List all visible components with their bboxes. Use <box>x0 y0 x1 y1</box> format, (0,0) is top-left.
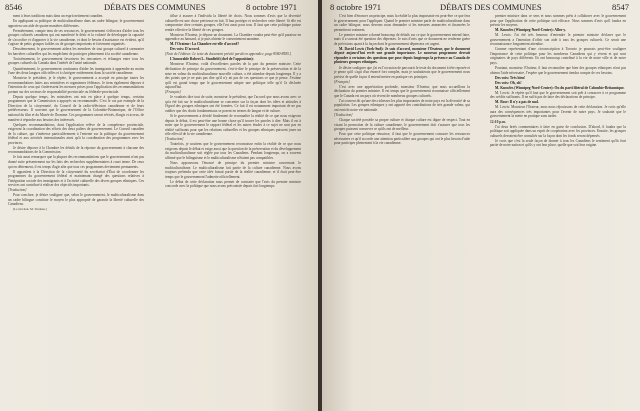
paragraph: M. Lewis: Je répète qu'il faut que le gouvernement soit prêt à consacrer à ce programme des crédits suffisants. Il ne suffit pas de faire des déclarations de principe. <box>490 90 626 100</box>
paragraph: Quelques recommandations, dont l'application relève de la compétence provinciale, exigeront la coordination des efforts des deux paliers de gouvernement. Le Conseil canadien de la culture, qui s'intéresse particulièrement à l'entente sur la politique du gouvernement fédéral et aux activités internationales ainsi qu'à la coordination des programmes avec les provinces. <box>8 122 144 145</box>
paragraph: Monsieur le président, je le répète, le gouvernement a accepté en principe toutes les recommandations faites aux ministères et organismes fédéraux. Je tiens également déposer à l'intention de ceux qui s'intéressent les mesures prises pour l'application des recommandations portant sur des secteurs de responsabilité provinciale ou fédérale-provinciale. <box>8 76 144 94</box>
left-column-1 <box>8 14 144 212</box>
paragraph: Je fais aussi remarquer que la plupart des recommandations que le gouvernement n'ont pas donné suite présentement sur les faits des recherches supplémentaires à court terme. De ceux qui en détiennent, il est temps d'agir afin que tous ces programmes deviennent permanents. <box>8 155 144 169</box>
paragraph: Si le gouvernement a décidé finalement de reconnaître la réalité de ce que nous exigeons depuis le début, il est peut-être une bonne chose qu'il trouve les paroles à dire. Mais il est à noter que le gouvernement le rapport fédéral et les autres études à ce sujet ne sont pas en réalité suffisants pour que les relations culturelles et les groupes ethniques puissent jouer un rôle effectif de la vie canadienne. <box>165 113 301 137</box>
speaker-paragraph: L'honorable Robert L. Stanfield (chef de l'opposition): <box>170 57 254 62</box>
translation-note: [Traduction] <box>8 188 27 193</box>
paragraph: premier ministre dans ce sens et nous sommes prêts à collaborer avec le gouvernement pour que l'application de cette politique soit efficace. Nous sommes d'avis qu'il faudra en prévoir les moyens. <box>490 14 626 28</box>
speaker-paragraph: M. Knowles (Winnipeg-Nord-Centre): Allez-y. <box>495 28 566 33</box>
paragraph: Quatrièmement, le gouvernement continuera d'aider les immigrants à apprendre au moins l'une des deux langues officielles et à s'intégrer entièrement dans la société canadienne. <box>8 66 144 76</box>
paragraph: Monsieur l'Orateur, voilà d'excellentes paroles de la part du premier ministre. Cette déclaration de principe du gouvernement, c'est-à-dire le principe de la préservation et de la mise en valeur du multiculturalisme nouvelle culture, a été attendue depuis longtemps. Il y a des points que je ne puis pas dire qu'il n'y ait pas de ces questions ce que je pense. J'estime qu'il est grand temps que le gouvernement adopte une politique telle qu'il l'a déclarée aujourd'hui. <box>165 62 301 90</box>
left-page <box>0 0 318 411</box>
speaker-paragraph: Des voix: Oh, oh! <box>495 80 522 85</box>
paragraph: M. Lewis: J'ai été très heureux d'entendre le premier ministre déclarer que le gouvernement a l'intention d'offrir son aide à tous les groupes culturels. Ce serait une reconnaissance longuement attendue. <box>490 33 626 47</box>
timestamp: 12:10 p.m. <box>490 119 507 124</box>
left-column-2 <box>165 14 301 189</box>
paragraph: Depuis quelque temps, les ministères ont mis en place à quelque temps, certains programmes que la Commission a appuyés ou recommandés. C'est le cas par exemple de la Direction de la citoyenneté, du Conseil de la radio-télévision canadienne et de leurs prédécesseurs. Il convient que le gouvernement de la Colombie-Britannique, de l'Office national du film et du Musée de l'homme. Ces programmes seront révisés, élargis et accrus, de manière à répondre aux besoins des intéressés. <box>8 94 144 122</box>
paragraph: J'ai souvent dit qu'une des richesses les plus importantes de notre pays est la diversité de sa population. Les groupes ethniques y ont apporté des contributions de très grande valeur, qui ont enrichi notre vie nationale. <box>334 98 470 112</box>
paragraph: C'est avec une appréciation profonde, monsieur l'Orateur, que nous accueillons la déclaration du premier ministre. Il est temps que le gouvernement reconnaisse officiellement que le Canada est un pays où vivent de nombreux groupes culturels. <box>334 84 470 98</box>
paragraph: M. Lewis: Monsieur l'Orateur, nous nous réjouissons de cette déclaration. Je crois qu'elle aura des conséquences très importantes pour l'avenir de notre pays. Je souhaite que le gouvernement la mette en pratique sans tarder. <box>490 105 626 119</box>
right-page-date: 8 octobre 1971 <box>330 2 381 12</box>
left-page-number: 8546 <box>5 2 22 12</box>
paragraph: En appliquant sa politique de multiculturalisme dans un cadre bilingue, le gouvernement apportera son aide de quatre manières différentes. <box>8 19 144 28</box>
right-column-2 <box>490 14 626 148</box>
paragraph: [Le très hon. M. Trudeau.] <box>13 207 47 212</box>
right-page <box>322 0 640 411</box>
paragraph: Toutefois, je soutiens que le gouvernement reconnaisse enfin la réalité de ce que nous exigeons depuis le début et exige aussi que la question de la préservation et du développement du multiculturalisme soit réglée par tous les Canadiens. Pendant longtemps, on a souvent affirmé que le bilinguisme et le multiculturalisme n'étaient pas compatibles. <box>165 142 301 160</box>
translation-note: [Note de l'éditeur: Le texte du document précité paraît en appendice, page 8580-8585.] <box>165 52 292 57</box>
paragraph: ment à leurs traditions mais dans un esprit nettement canadien. <box>13 14 104 18</box>
paragraph: Troisièmement, le gouvernement favorisera les rencontres et échanges entre tous les groupes culturels du Canada dans l'intérêt de l'unité nationale. <box>8 56 144 66</box>
paragraph: Le début de cette déclaration nous permet de constater que l'avis du premier ministre concorde avec la politique que nous avons préconisée depuis fort longtemps. <box>165 179 301 189</box>
paragraph: Pour que cette politique réussisse, il faut que le gouvernement consacre les ressources nécessaires et qu'il accorde une attention particulière aux groupes qui ont le plus besoin d'aide pour participer pleinement à la vie canadienne. <box>334 132 470 146</box>
paragraph: Je désire souligner que j'ai eu l'occasion de parcourir le texte du document à tête reposée et je pense qu'il s'agit d'un énoncé fort complet, mais je souhaiterais que le gouvernement nous précise de quelle façon il entend mettre en pratique ces principes. <box>334 65 470 79</box>
paragraph: Nous approuvons l'énoncé de principe du premier ministre concernant le multiculturalisme. Le multiculturalisme fait partie de la culture canadienne. Nous avons toujours prétendu que cette idée faisait partie de la réalité canadienne, et il était peut-être temps que le gouvernement l'admette officiellement. <box>165 160 301 179</box>
paragraph: C'est bien d'énoncer un principe, mais la réalité la plus importante est peut-être ce que fera le gouvernement pour l'appliquer. Quand le premier ministre parle de multiculturalisme dans un cadre bilingue, nous devrons nous demander si les mesures annoncées et financées le permettront vraiment. <box>334 14 470 32</box>
translation-note: [Français] <box>165 90 181 95</box>
right-page-title: DÉBATS DES COMMUNES <box>440 2 542 12</box>
left-page-date: 8 octobre 1971 <box>246 2 297 12</box>
right-column-1 <box>334 14 470 146</box>
translation-note: [Traduction] <box>334 112 353 117</box>
paragraph: Chaque société possède sa propre culture et chaque culture est digne de respect. Tout en visant la promotion de la culture canadienne, le gouvernement doit s'assurer que tous les groupes puissent conserver ce qu'ils ont de meilleur. <box>334 118 470 132</box>
speaker-paragraph: Des voix: D'accord. <box>170 47 200 52</box>
paragraph: Monsieur l'Orateur, je dépose un document. La Chambre voudra peut-être qu'il paraisse en appendice au hansard, si je puis obtenir le consentement unanime. <box>165 32 301 42</box>
translation-note: [Traduction] <box>165 137 184 142</box>
speaker-paragraph: M. Knowles (Winnipeg-Nord-Centre): Ou du parti libéral de Colombie-Britannique. <box>495 85 625 90</box>
paragraph: Le premier ministre a donné beaucoup de détails sur ce que le gouvernement entend faire, mais il a surtout été question des dépenses. Je suis d'avis que ce document ne renferme guère de précisions quant à la façon dont le gouvernement dépensera cet argent. <box>334 32 470 46</box>
paragraph: Premièrement, compte tenu de ses ressources, le gouvernement s'efforcera d'aider tous les groupes culturels canadiens qui ont manifesté le désir et la volonté de développer la capacité de s'accroître et d'apporter à la vie canadienne, et dont le besoin d'assistance est évident, qu'il s'agisse de petits groupes faibles ou de groupes importants et fortement organisés. <box>8 28 144 47</box>
right-page-number: 8547 <box>612 2 629 12</box>
speaker-paragraph: M. l'Orateur: La Chambre est-elle d'accord? <box>170 42 239 47</box>
paragraph: Pour conclure, je désire souligner que, selon le gouvernement, le multiculturalisme dans un cadre bilingue constitue le moyen le plus approprié de garantir la liberté culturelle des Canadiens. <box>8 193 144 207</box>
left-page-title: DÉBATS DES COMMUNES <box>104 2 206 12</box>
paragraph: J'ai deux brefs commentaires à faire en guise de conclusion. D'abord, il faudra que la politique soit appliquée dans un esprit de coopération avec les provinces. Ensuite, les groupes culturels devraient être consultés sur la façon dont les fonds seront dépensés. <box>490 124 626 138</box>
paragraph: tiflue à assurer à l'individu la liberté de choix. Nous sommes d'avis que la diversité culturelle est une chose précieuse en fait. Il faut protéger et rechercher cette liberté. Si elle est compromise chez certains groupes, elle l'est aussi pour tous. Il faut que cette politique puisse rendre effective la liberté de ces groupes. <box>165 14 301 32</box>
speaker-paragraph: M. David Lewis (York-Sud): Je suis d'accord, monsieur l'Orateur, que le document déposé aujourd'hui revêt une grande importance. Le nouveau programme devrait répondre à certaines des questions que pose depuis longtemps la présence au Canada de plusieurs groupes ethniques. <box>334 46 470 65</box>
paragraph: Pourtant, monsieur l'Orateur, il faut reconnaître que bien des groupes ethniques n'ont pas obtenu l'aide nécessaire. J'espère que le gouvernement tiendra compte de ces besoins. <box>490 66 626 75</box>
paragraph: Je voudrais dire tout de suite, monsieur le président, que l'accord que nous avons avec ce qu'a été fait sur le multiculturalisme se concentre sur la façon dont les idées et attitudes à l'égard des groupes ethniques ont été formées. Ce fait il est notamment important de ne pas oublier que des droits fondamentaux se posent en termes de langue et de culture. <box>165 95 301 113</box>
paragraph: Je crois que c'est la seule façon de donner à tous les Canadiens le sentiment qu'ils font partie de notre nation et qu'ils y ont leur place, quelle que soit leur origine. <box>490 138 626 148</box>
paragraph: Il appartient à la Direction de la citoyenneté du secrétariat d'État de coordonner les programmes du gouvernement fédéral et maintenant chargé des questions relatives à l'intégration sociale des immigrants et à l'activité culturelle des divers groupes ethniques. Ces services ont contribué à réaliser des objectifs importants. <box>8 169 144 188</box>
paragraph: Deuxièmement, le gouvernement aidera les membres de tout groupe culturel à surmonter les barrières culturelles qui les empêchent de participer pleinement à la société canadienne. <box>8 47 144 56</box>
paragraph: Comme représentant d'une circonscription à Toronto je pourrais peut-être souligner l'importance de cette politique pour les nombreux Canadiens qui y vivent et qui sont originaires de pays différents. Ils ont beaucoup contribué à la vie de notre ville et de notre pays. <box>490 47 626 65</box>
paragraph: Je désire déposer à la Chambre les détails de la réponse du gouvernement à chacune des recommandations de la Commission. <box>8 145 144 155</box>
translation-note: [Français] <box>334 79 350 84</box>
speaker-paragraph: M. Rose: Il n'y a pas de mal. <box>495 100 539 105</box>
speaker-paragraph: Des voix: Très bien! <box>495 75 526 80</box>
